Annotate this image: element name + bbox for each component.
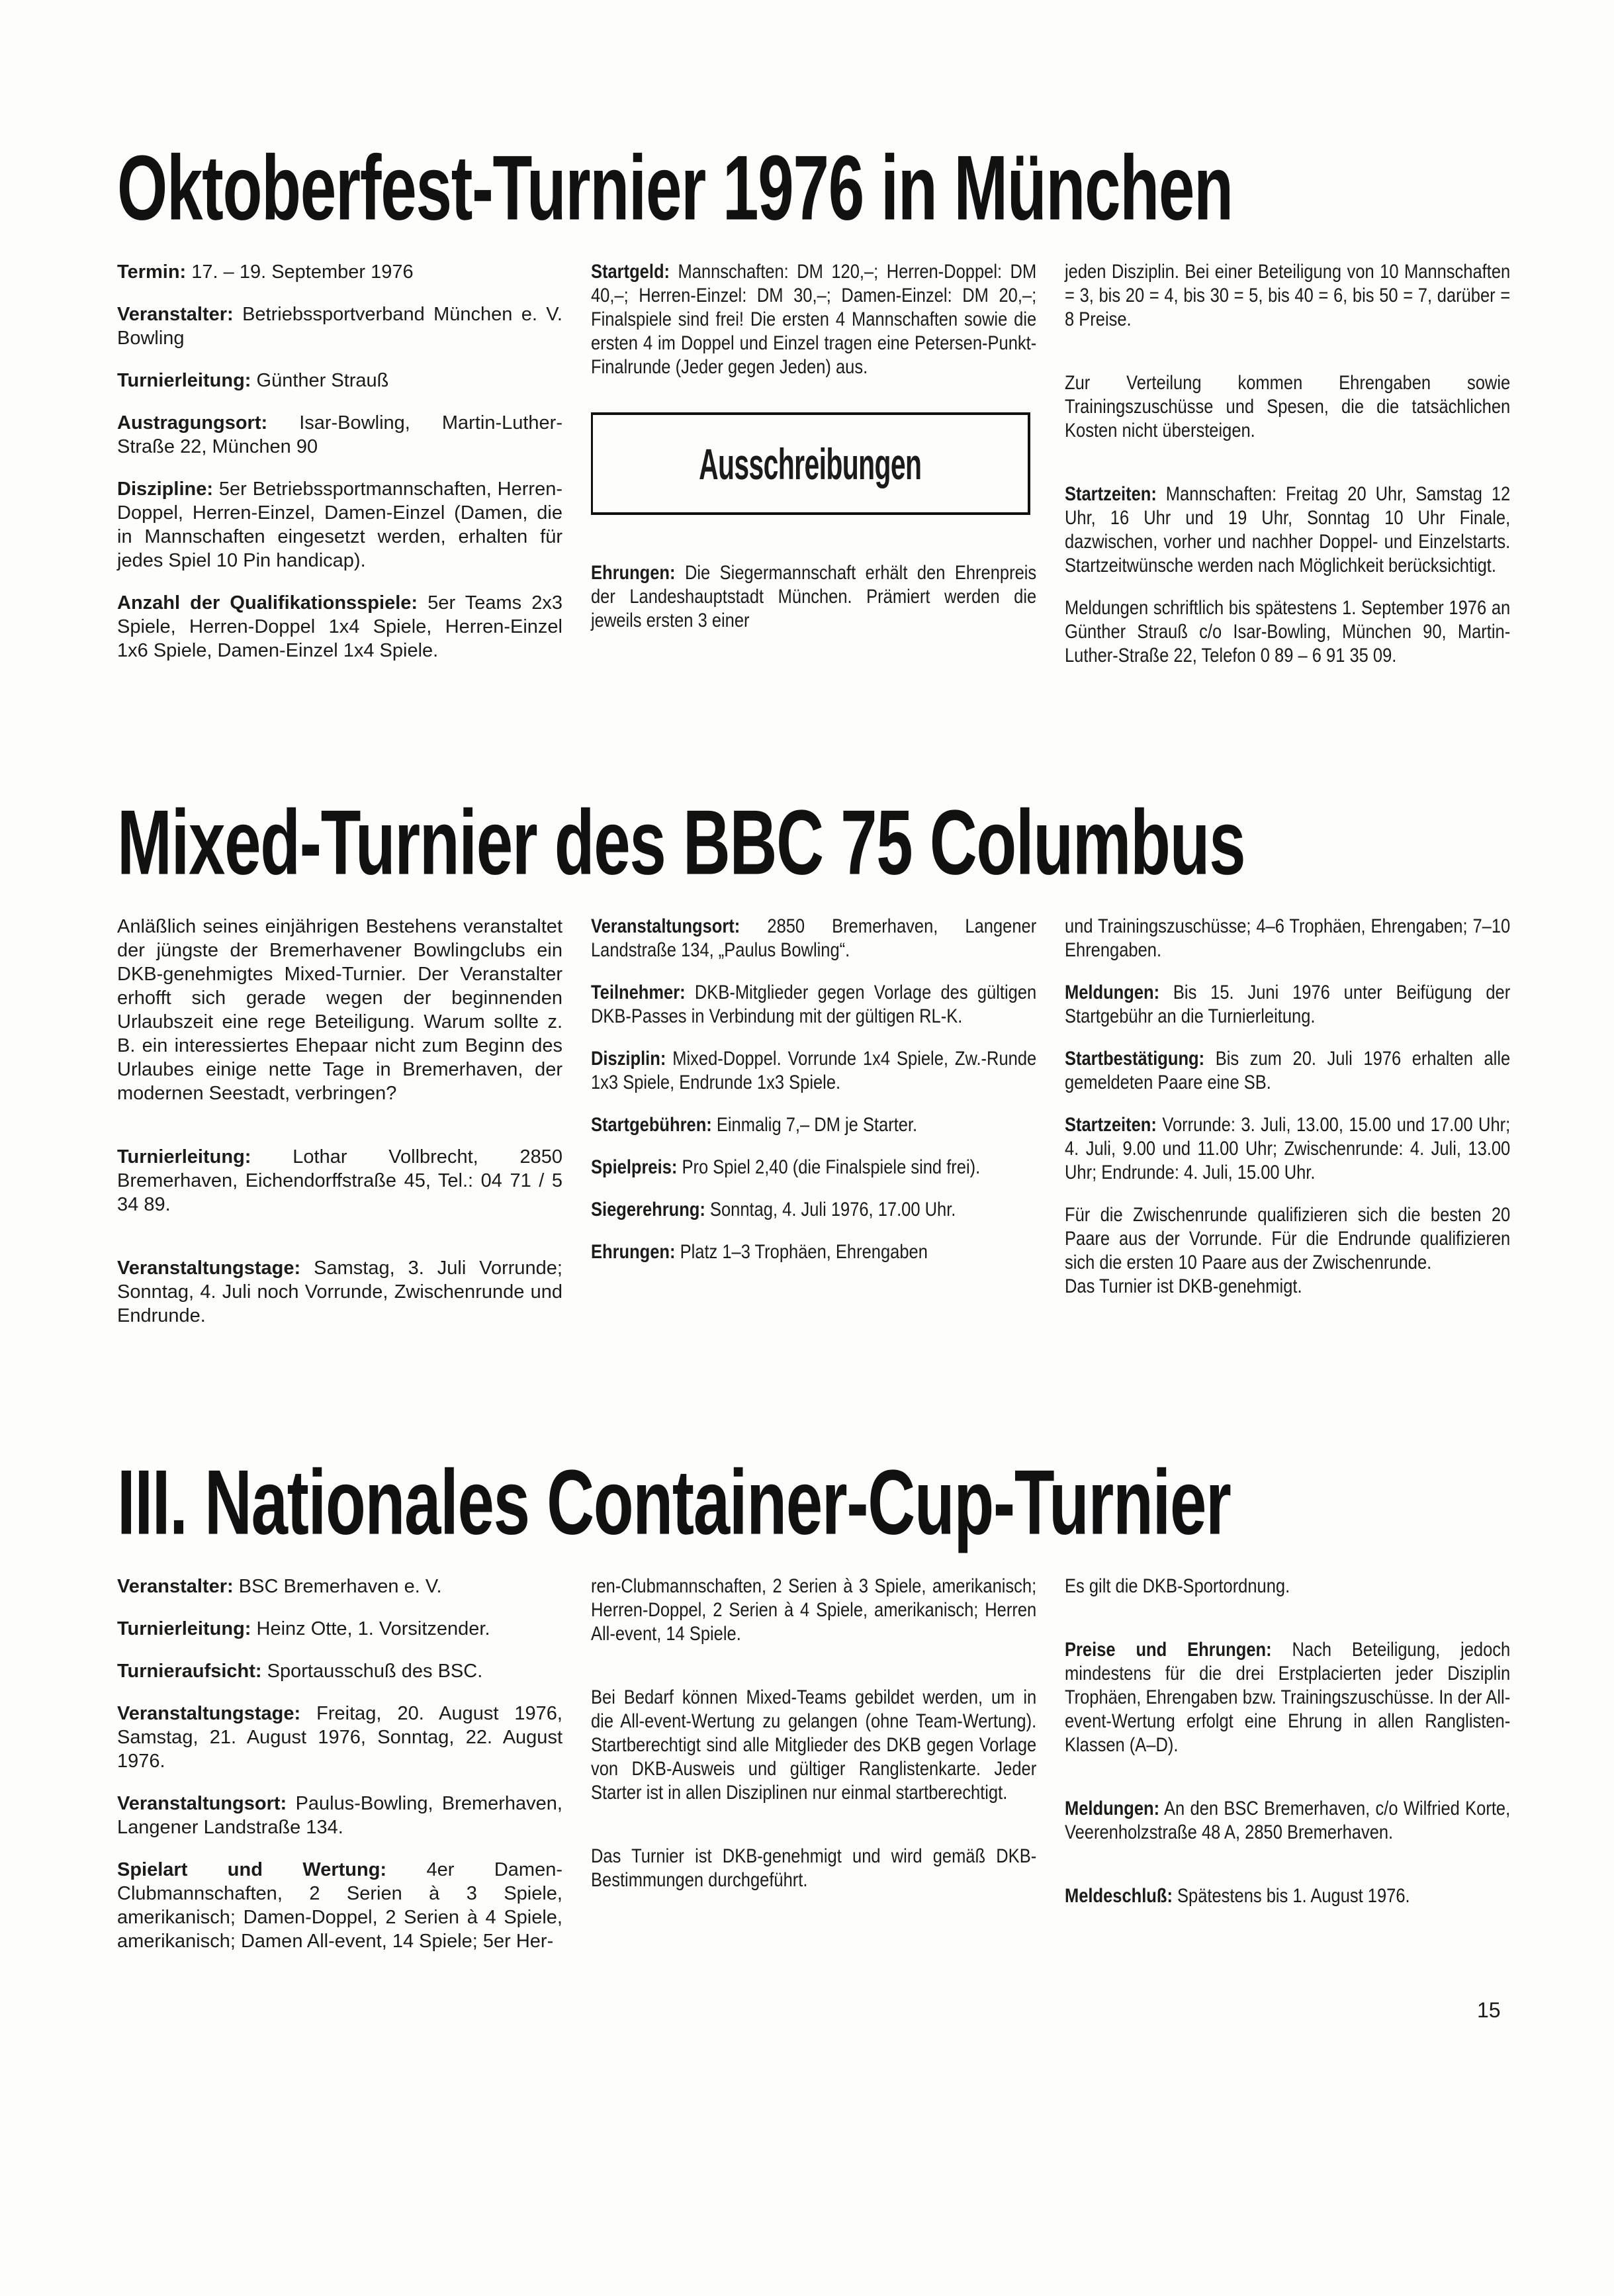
paragraph-label: Spielpreis: (591, 1156, 678, 1178)
paragraph-label: Veranstaltungsort: (591, 915, 740, 937)
paragraph-text: Es gilt die DKB-Sportordnung. (1065, 1575, 1290, 1597)
paragraph (591, 1686, 1036, 1805)
paragraph-text: Lothar Vollbrecht, 2850 Bremerhaven, Eichendorffstraße 45, Tel.: 04 71 / 5 34 89. (117, 1146, 562, 1215)
column-3 (1065, 915, 1510, 1317)
paragraph-text: Isar-Bowling, Martin-Luther-Straße 22, München 90 (117, 412, 562, 457)
paragraph-label: Disziplin: (591, 1048, 666, 1070)
paragraph-label: Startzeiten: (1065, 1114, 1157, 1136)
paragraph (591, 1156, 1036, 1179)
paragraph (1065, 1275, 1510, 1299)
paragraph-text: jeden Disziplin. Bei einer Beteiligung von 10 Mannschaften = 3, bis 20 = 4, bis 30 = 5, bis 40 = 6, bis 50 = 7, darüber = 8 Preise. (1065, 261, 1511, 330)
paragraph-text: DKB-Mitglieder gegen Vorlage des gültigen DKB-Passes in Verbindung mit der gültigen RL-K. (591, 982, 1037, 1027)
paragraph-label: Austragungsort: (117, 412, 268, 434)
paragraph (1065, 1047, 1510, 1095)
paragraph (1065, 260, 1510, 332)
paragraph-text: Spätestens bis 1. August 1976. (1177, 1885, 1410, 1907)
column-2 (591, 1575, 1036, 1911)
paragraph (1065, 1797, 1510, 1845)
paragraph-text: BSC Bremerhaven e. V. (238, 1576, 442, 1597)
paragraph (591, 1113, 1036, 1137)
paragraph-text: Anläßlich seines einjährigen Bestehens veranstaltet der jüngste der Bremerhavener Bowlingclubs ein DKB-genehmigtes Mixed-Turnier. Der Veranstalter erhofft sich gerade wegen der beginnenden Urlaubszeit eine rege Beteiligung. Warum sollte z. B. ein interessiertes Ehepaar nicht zum Beginn des Urlaubes einige nette Tage in Bremerhaven, der modernen Seestadt, verbringen? (117, 916, 562, 1104)
paragraph-text: Für die Zwischenrunde qualifizieren sich die besten 20 Paare aus der Vorrunde. Für die Endrunde qualifizieren sich die ersten 10 Paare aus der Zwischenrunde. (1065, 1204, 1511, 1273)
paragraph-label: Preise und Ehrungen: (1065, 1639, 1272, 1661)
paragraph (1065, 371, 1510, 443)
column-2 (591, 260, 1036, 651)
paragraph-text: Das Turnier ist DKB-genehmigt. (1065, 1275, 1302, 1297)
paragraph-label: Siegerehrung: (591, 1199, 705, 1220)
paragraph-text: 5er Betriebssportmannschaften, Herren-Doppel, Herren-Einzel, Damen-Einzel (Damen, die in Mannschaften eingesetzt werden, erhalten für jedes Spiel 10 Pin handicap). (117, 479, 562, 571)
article-title-oktoberfest: Oktoberfest-Turnier 1976 in München (117, 136, 1233, 240)
paragraph (117, 591, 562, 663)
paragraph-label: Termin: (117, 261, 187, 283)
paragraph (1065, 1575, 1510, 1598)
paragraph-label: Turnierleitung: (117, 1618, 251, 1639)
paragraph-text: Nach Beteiligung, jedoch mindestens für die drei Erstplacierten jeder Disziplin Trophäen, Ehrengaben bzw. Trainingszuschüsse. In der All-event-Wertung erfolgt eine Ehrung in allen Ranglisten-Klassen (A–D). (1065, 1639, 1511, 1756)
paragraph-text: Platz 1–3 Trophäen, Ehrengaben (680, 1241, 928, 1263)
paragraph (591, 260, 1036, 379)
column-3 (1065, 1575, 1510, 1927)
column-3 (1065, 260, 1510, 686)
paragraph-text: Bei Bedarf können Mixed-Teams gebildet werden, um in die All-event-Wertung zu gelangen (ohne Team-Wertung). Startberechtigt sind alle Mitglieder des DKB gegen Vorlage von DKB-Ausweis und gültiger Ranglistenkarte. Jeder Starter ist in allen Disziplinen nur einmal startberechtigt. (591, 1686, 1037, 1804)
paragraph (1065, 981, 1510, 1029)
paragraph-text: Günther Strauß (256, 370, 389, 391)
paragraph-text: Bis zum 20. Juli 1976 erhalten alle gemeldeten Paare eine SB. (1065, 1048, 1511, 1093)
paragraph-text: Heinz Otte, 1. Vorsitzender. (256, 1618, 490, 1639)
paragraph (117, 1617, 562, 1641)
paragraph-label: Ehrungen: (591, 1241, 676, 1263)
paragraph-text: 5er Teams 2x3 Spiele, Herren-Doppel 1x4 Spiele, Herren-Einzel 1x6 Spiele, Damen-Einzel 1x4 Spiele. (117, 592, 562, 661)
paragraph (117, 260, 562, 284)
paragraph-text: Mixed-Doppel. Vorrunde 1x4 Spiele, Zw.-Runde 1x3 Spiele, Endrunde 1x3 Spiele. (591, 1048, 1037, 1093)
paragraph-text: Samstag, 3. Juli Vorrunde; Sonntag, 4. Juli noch Vorrunde, Zwischenrunde und Endrunde. (117, 1258, 562, 1326)
article-container-cup (117, 1451, 1515, 1972)
paragraph-label: Spielart und Wertung: (117, 1859, 387, 1880)
paragraph-label: Veranstaltungsort: (117, 1793, 287, 1814)
paragraph-label: Veranstaltungstage: (117, 1703, 301, 1724)
paragraph (591, 1240, 1036, 1264)
paragraph (591, 1198, 1036, 1222)
paragraph (117, 411, 562, 459)
paragraph-text: Freitag, 20. August 1976, Samstag, 21. August 1976, Sonntag, 22. August 1976. (117, 1703, 562, 1772)
paragraph (591, 915, 1036, 962)
paragraph-label: Startgebühren: (591, 1114, 712, 1136)
paragraph (591, 981, 1036, 1029)
paragraph-label: Teilnehmer: (591, 982, 686, 1003)
article-title-container-cup: III. Nationales Container-Cup-Turnier (117, 1451, 1231, 1554)
paragraph (117, 302, 562, 350)
paragraph (117, 477, 562, 573)
paragraph-text: Paulus-Bowling, Bremerhaven, Langener Landstraße 134. (117, 1793, 562, 1838)
paragraph-text: und Trainingszuschüsse; 4–6 Trophäen, Ehrengaben; 7–10 Ehrengaben. (1065, 915, 1511, 961)
paragraph (117, 1702, 562, 1773)
paragraph-text: Bis 15. Juni 1976 unter Beifügung der Startgebühr an die Turnierleitung. (1065, 982, 1511, 1027)
paragraph-label: Veranstalter: (117, 1576, 234, 1597)
paragraph-label: Meldungen: (1065, 1798, 1160, 1819)
paragraph (117, 915, 562, 1105)
paragraph-text: Pro Spiel 2,40 (die Finalspiele sind frei). (682, 1156, 981, 1178)
paragraph (117, 369, 562, 392)
paragraph (1065, 1203, 1510, 1275)
paragraph (591, 1047, 1036, 1095)
paragraph-text: Sportausschuß des BSC. (267, 1661, 483, 1682)
paragraph (591, 1845, 1036, 1892)
paragraph-text: Mannschaften: DM 120,–; Herren-Doppel: DM 40,–; Herren-Einzel: DM 30,–; Damen-Einzel: DM 20,–; Finalspiele sind frei! Die ersten 4 Mannschaften sowie die ersten 4 im Doppel und Einzel tragen eine Petersen-Punkt-Finalrunde (Jeder gegen Jeden) aus. (591, 261, 1037, 378)
column-2 (591, 915, 1036, 1283)
paragraph-text: An den BSC Bremerhaven, c/o Wilfried Korte, Veerenholzstraße 48 A, 2850 Bremerhaven. (1065, 1798, 1511, 1843)
paragraph-label: Diszipline: (117, 479, 214, 500)
paragraph (591, 1575, 1036, 1646)
paragraph-text: Einmalig 7,– DM je Starter. (716, 1114, 918, 1136)
paragraph-label: Startgeld: (591, 261, 670, 283)
paragraph-text: ren-Clubmannschaften, 2 Serien à 3 Spiele, amerikanisch; Herren-Doppel, 2 Serien à 4 Spiele, amerikanisch; Herren All-event, 14 Spiele. (591, 1575, 1037, 1645)
page-number: 15 (1477, 1998, 1501, 2022)
paragraph (591, 561, 1036, 633)
article-mixed-turnier (117, 791, 1515, 1346)
article-oktoberfest (117, 136, 1515, 686)
paragraph-text: 2850 Bremerhaven, Langener Landstraße 134, „Paulus Bowling“. (591, 915, 1037, 961)
paragraph-label: Meldungen: (1065, 982, 1160, 1003)
paragraph-text: Das Turnier ist DKB-genehmigt und wird gemäß DKB-Bestimmungen durchgeführt. (591, 1845, 1037, 1891)
paragraph (117, 1659, 562, 1683)
paragraph (1065, 1113, 1510, 1185)
paragraph-label: Meldeschluß: (1065, 1885, 1173, 1907)
paragraph (117, 1145, 562, 1217)
paragraph-text: Sonntag, 4. Juli 1976, 17.00 Uhr. (709, 1199, 956, 1220)
paragraph-label: Turnierleitung: (117, 1146, 251, 1168)
paragraph-label: Startbestätigung: (1065, 1048, 1205, 1070)
paragraph-text: Meldungen schriftlich bis spätestens 1. September 1976 an Günther Strauß c/o Isar-Bowling, München 90, Martin-Luther-Straße 22, Telefon 0 89 – 6 91 35 09. (1065, 597, 1511, 666)
section-box (591, 412, 1030, 515)
paragraph-text: Die Siegermannschaft erhält den Ehrenpreis der Landeshauptstadt München. Prämiert werden die jeweils ersten 3 einer (591, 562, 1037, 631)
paragraph (1065, 1638, 1510, 1757)
paragraph (117, 1858, 562, 1953)
paragraph (117, 1256, 562, 1328)
column-1 (117, 1575, 562, 1972)
paragraph (1065, 915, 1510, 962)
paragraph-label: Turnierleitung: (117, 370, 251, 391)
paragraph-text: Vorrunde: 3. Juli, 13.00, 15.00 und 17.00 Uhr; 4. Juli, 9.00 und 11.00 Uhr; Zwischenrunde: 4. Juli, 13.00 Uhr; Endrunde: 4. Juli, 15.00 Uhr. (1065, 1114, 1511, 1183)
paragraph-text: 17. – 19. September 1976 (191, 261, 414, 283)
paragraph-text: Mannschaften: Freitag 20 Uhr, Samstag 12 Uhr, 16 Uhr und 19 Uhr, Sonntag 10 Uhr Finale, dazwischen, vorher und nachher Doppel- und Einzelstarts. Startzeitwünsche werden nach Möglichkeit berücksichtigt. (1065, 483, 1511, 576)
paragraph-text: 4er Damen-Clubmannschaften, 2 Serien à 3 Spiele, amerikanisch; Damen-Doppel, 2 Serien à 4 Spiele, amerikanisch; Damen All-event, 14 Spiele; 5er Her- (117, 1859, 562, 1952)
paragraph-label: Ehrungen: (591, 562, 676, 584)
paragraph-text: Zur Verteilung kommen Ehrengaben sowie Trainingszuschüsse und Spesen, die die tatsächlichen Kosten nicht übersteigen. (1065, 372, 1511, 441)
paragraph (1065, 1884, 1510, 1908)
paragraph-label: Veranstalter: (117, 304, 234, 325)
paragraph (1065, 482, 1510, 578)
paragraph (1065, 596, 1510, 668)
paragraph-label: Turnieraufsicht: (117, 1661, 262, 1682)
column-1 (117, 915, 562, 1346)
paragraph (117, 1575, 562, 1598)
column-1 (117, 260, 562, 681)
box-heading: Ausschreibungen (699, 439, 922, 488)
paragraph-label: Anzahl der Qualifikationsspiele: (117, 592, 418, 614)
article-title-mixed-turnier: Mixed-Turnier des BBC 75 Columbus (117, 791, 1245, 894)
paragraph-label: Startzeiten: (1065, 483, 1157, 505)
paragraph-text: Betriebssportverband München e. V. Bowling (117, 304, 562, 349)
paragraph-label: Veranstaltungstage: (117, 1258, 301, 1279)
paragraph (117, 1792, 562, 1839)
